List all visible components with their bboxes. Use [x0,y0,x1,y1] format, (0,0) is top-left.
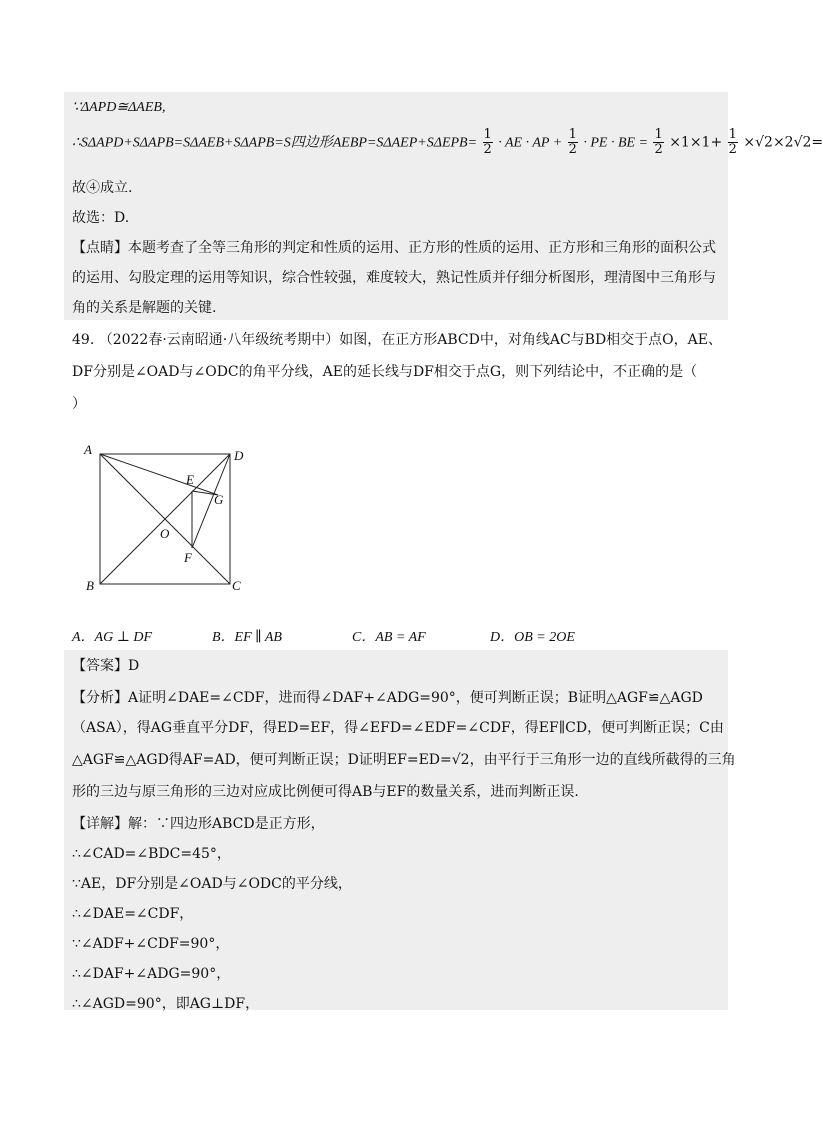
detail-line-7: ∴∠AGD=90°，即AG⊥DF， [72,996,260,1012]
question-line-3: ） [72,396,86,412]
detail-line-3: ∵AE，DF分别是∠OAD与∠ODC的平分线， [72,876,352,892]
fraction-half-2: $\frac{1}{2}$ [568,127,577,157]
question-line-1: 49. （2022春·云南昭通·八年级统考期中）如图，在正方形ABCD中，对角线AC与BD相交于点O，AE、 [72,332,722,348]
fraction-half-4: $\frac{1}{2}$ [728,127,737,157]
formula-body: ΔAPD+SΔAPB=SΔAEB+SΔAPB=S四边形AEBP=SΔAEP+SΔEPB= [87,135,478,151]
label-d: D [234,448,244,463]
label-c: C [232,578,241,593]
label-a: A [84,442,92,457]
label-f: F [184,550,192,565]
conclusion-line: 故④成立. [72,180,133,196]
formula-mid-1: · AE · AP + [498,135,563,151]
option-a: A．AG ⊥ DF [72,630,153,645]
segment-df [192,454,230,548]
area-formula [72,128,823,157]
formula-mid-2: · PE · BE = [583,135,648,151]
formula-mid-3: ×1×1+ [669,134,723,151]
formula-end: ×√2×2√2= [743,134,823,151]
choice-line: 故选：D. [72,210,130,226]
formula-start: ∴S [72,135,88,151]
analysis-line-1: 【分析】A证明∠DAE=∠CDF，进而得∠DAF+∠ADG=90°，便可判断正误；B证明△AGF≌△AGD [72,690,703,706]
geometry-figure [80,438,260,598]
detail-line-6: ∴∠DAF+∠ADG=90°， [72,966,231,982]
analysis-line-2: （ASA），得AG垂直平分DF，得ED=EF，得∠EFD=∠EDF=∠CDF，得EF∥CD，便可判断正误；C由 [72,720,724,736]
segment-ag [100,454,218,495]
congruence-line: ∵ΔAPD≅ΔAEB, [72,100,166,115]
analysis-line-4: 形的三边与原三角形的三边对应成比例便可得AB与EF的数量关系，进而判断正误. [72,784,579,800]
comment-line-1: 【点睛】本题考查了全等三角形的判定和性质的运用、正方形的性质的运用、正方形和三角形的面积公式 [72,240,716,256]
comment-line-3: 角的关系是解题的关键. [72,300,217,316]
label-o: O [160,526,170,541]
label-e: E [186,472,194,487]
fraction-half-3: $\frac{1}{2}$ [654,127,663,157]
detail-line-5: ∵∠ADF+∠CDF=90°， [72,936,230,952]
option-b: B．EF ∥ AB [212,630,282,645]
question-line-2: DF分别是∠OAD与∠ODC的角平分线，AE的延长线与DF相交于点G，则下列结论中，不正确的是（ [72,364,698,380]
option-c: C．AB = AF [352,630,426,645]
detail-line-4: ∴∠DAE=∠CDF， [72,906,194,922]
answer-line: 【答案】D [72,658,140,674]
detail-line-2: ∴∠CAD=∠BDC=45°， [72,846,231,862]
option-d: D．OB = 2OE [490,630,575,645]
fraction-half-1: $\frac{1}{2}$ [483,127,492,157]
comment-line-2: 的运用、勾股定理的运用等知识，综合性较强，难度较大，熟记性质并仔细分析图形，理清图中三角形与 [72,270,716,286]
label-g: G [214,492,224,507]
detail-line-1: 【详解】解：∵四边形ABCD是正方形， [72,816,325,832]
label-b: B [86,578,94,593]
analysis-line-3: △AGF≌△AGD得AF=AD，便可判断正误；D证明EF=ED=√2，由平行于三角形一边的直线所截得的三角 [72,752,736,768]
